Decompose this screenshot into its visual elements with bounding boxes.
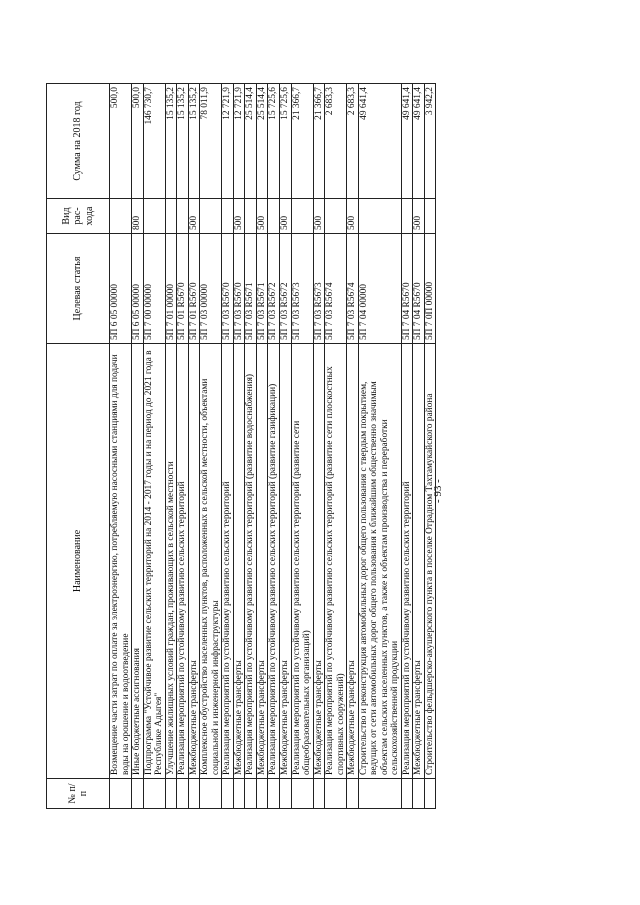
cell-kind: 500 [256,199,268,234]
table-row [110,84,132,809]
cell-name: Межбюджетные трансферты [256,344,268,779]
cell-name: Реализация мероприятий по устойчивому развитию сельских территорий (развитие газификации) [268,344,280,779]
cell-sum: 146 730,7 [143,84,165,199]
table-row [132,84,144,809]
cell-sum: 21 366,7 [313,84,325,199]
cell-name: Межбюджетные трансферты [188,344,200,779]
cell-code: 5П 7 01 00000 [165,234,177,344]
cell-kind: 800 [132,199,144,234]
cell-name: Реализация мероприятий по устойчивому развитию сельских территорий [222,344,234,779]
cell-sum: 3 942,2 [424,84,436,199]
cell-kind [222,199,234,234]
table-row [313,84,325,809]
cell-kind [291,199,313,234]
cell-kind: 500 [233,199,245,234]
table-row [325,84,347,809]
cell-sum: 500,0 [132,84,144,199]
cell-num [313,779,325,809]
cell-sum: 78 011,9 [200,84,222,199]
cell-code: 5П 7 03 R5673 [291,234,313,344]
cell-code: 5П 7 01 R5670 [177,234,189,344]
cell-num [233,779,245,809]
cell-name: Реализация мероприятий по устойчивому развитию сельских территорий (развитие сети плоскостных спортивных сооружений) [325,344,347,779]
cell-kind [424,199,436,234]
cell-code: 5П 7 03 R5672 [268,234,280,344]
cell-name: Реализация мероприятий по устойчивому развитию сельских территорий [177,344,189,779]
cell-num [200,779,222,809]
cell-kind [165,199,177,234]
table-row [165,84,177,809]
table-row [256,84,268,809]
cell-sum: 15 725,6 [279,84,291,199]
cell-code: 5П 7 03 R5671 [245,234,257,344]
cell-code: 5П 7 03 R5673 [313,234,325,344]
table-row [200,84,222,809]
cell-sum: 49 641,4 [401,84,413,199]
table-row [358,84,401,809]
cell-name: Реализация мероприятий по устойчивому развитию сельских территорий (развитие сети общеобразовательных организаций) [291,344,313,779]
header-kind: Вид рас-хода [47,199,110,234]
cell-kind [325,199,347,234]
cell-code: 5П 7 03 R5670 [222,234,234,344]
table-row [143,84,165,809]
cell-code: 5П 7 01 R5670 [188,234,200,344]
cell-code: 5П 7 03 R5672 [279,234,291,344]
budget-table [46,83,436,809]
cell-num [245,779,257,809]
header-code: Целевая статья [47,234,110,344]
cell-code: 5П 6 05 00000 [110,234,132,344]
cell-kind [177,199,189,234]
cell-num [279,779,291,809]
cell-num [165,779,177,809]
table-row [268,84,280,809]
cell-name: Реализация мероприятий по устойчивому развитию сельских территорий [401,344,413,779]
cell-code: 5П 6 05 00000 [132,234,144,344]
cell-name: Улучшение жилищных условий граждан, проживающих в сельской местности [165,344,177,779]
header-num: № п/п [47,779,110,809]
cell-name: Межбюджетные трансферты [313,344,325,779]
cell-sum: 25 514,4 [256,84,268,199]
cell-name: Подпрограмма "Устойчивое развитие сельских территорий на 2014 - 2017 годы и на период до 2021 года в Республике Адыгея" [143,344,165,779]
cell-code: 5П 7 03 R5671 [256,234,268,344]
cell-sum: 15 725,6 [268,84,280,199]
table-row [188,84,200,809]
cell-code: 5П 7 03 R5670 [233,234,245,344]
cell-num [268,779,280,809]
cell-num [413,779,425,809]
table-row [222,84,234,809]
cell-name: Комплексное обустройство населенных пунктов, расположенных в сельской местности, объектами социальной и инженерной инфраструктуры [200,344,222,779]
cell-code: 5П 7 03 R5674 [325,234,347,344]
cell-sum: 49 641,4 [413,84,425,199]
cell-sum: 15 135,2 [188,84,200,199]
cell-code: 5П 7 04 R5670 [413,234,425,344]
cell-sum: 12 721,9 [233,84,245,199]
cell-sum: 15 135,2 [177,84,189,199]
cell-name: Строительство фельдшерско-акушерского пункта в поселке Отрадном Тахтамукайского района [424,344,436,779]
cell-kind [401,199,413,234]
cell-num [325,779,347,809]
cell-name: Реализация мероприятий по устойчивому развитию сельских территорий (развитие водоснабжения) [245,344,257,779]
cell-sum: 15 135,2 [165,84,177,199]
cell-sum: 25 514,4 [245,84,257,199]
cell-sum: 49 641,4 [358,84,401,199]
cell-num [401,779,413,809]
table-row [279,84,291,809]
table-row [233,84,245,809]
cell-code: 5П 7 04 R5670 [401,234,413,344]
cell-num [110,779,132,809]
cell-sum: 500,0 [110,84,132,199]
cell-name: Межбюджетные трансферты [279,344,291,779]
table-row [424,84,436,809]
cell-num [177,779,189,809]
cell-kind [358,199,401,234]
cell-code: 5П 7 03 00000 [200,234,222,344]
cell-kind: 500 [313,199,325,234]
cell-name: Строительство и реконструкция автомобильных дорог общего пользования с твердым покрытием, ведущих от сети автомобильных дорог общего пользования к ближайшим общественно значимым объектам сельских населенных пунктов, а также к объектам производства и переработки сельскохозяйственной продукции [358,344,401,779]
table-row [291,84,313,809]
cell-kind: 500 [279,199,291,234]
header-name: Наименование [47,344,110,779]
cell-kind [245,199,257,234]
cell-kind: 500 [188,199,200,234]
cell-num [424,779,436,809]
cell-sum: 2 683,3 [325,84,347,199]
cell-kind [200,199,222,234]
cell-kind [110,199,132,234]
cell-code: 5П 7 03 R5674 [347,234,359,344]
cell-kind [143,199,165,234]
cell-sum: 21 366,7 [291,84,313,199]
cell-num [188,779,200,809]
cell-num [347,779,359,809]
cell-num [256,779,268,809]
table-row [413,84,425,809]
cell-num [222,779,234,809]
table-row [177,84,189,809]
table-row [347,84,359,809]
cell-name: Межбюджетные трансферты [413,344,425,779]
cell-name: Межбюджетные трансферты [233,344,245,779]
cell-name: Межбюджетные трансферты [347,344,359,779]
table-header-row [47,84,110,809]
cell-kind: 500 [413,199,425,234]
cell-num [358,779,401,809]
cell-sum: 12 721,9 [222,84,234,199]
cell-num [132,779,144,809]
cell-num [291,779,313,809]
table-body [110,84,436,809]
cell-name: Возмещение части затрат по оплате за электроэнергию, потребляемую насосными станциями для подачи воды на орошение и водоотведение [110,344,132,779]
cell-sum: 2 683,3 [347,84,359,199]
page-number: - 93 - [432,479,444,503]
table-row [401,84,413,809]
table-row [245,84,257,809]
cell-code: 5П 7 00 00000 [143,234,165,344]
cell-kind: 500 [347,199,359,234]
cell-code: 5П 7 04 00000 [358,234,401,344]
cell-kind [268,199,280,234]
cell-num [143,779,165,809]
cell-code: 5П 7 0П 00000 [424,234,436,344]
cell-name: Иные бюджетные ассигнования [132,344,144,779]
header-sum: Сумма на 2018 год [47,84,110,199]
